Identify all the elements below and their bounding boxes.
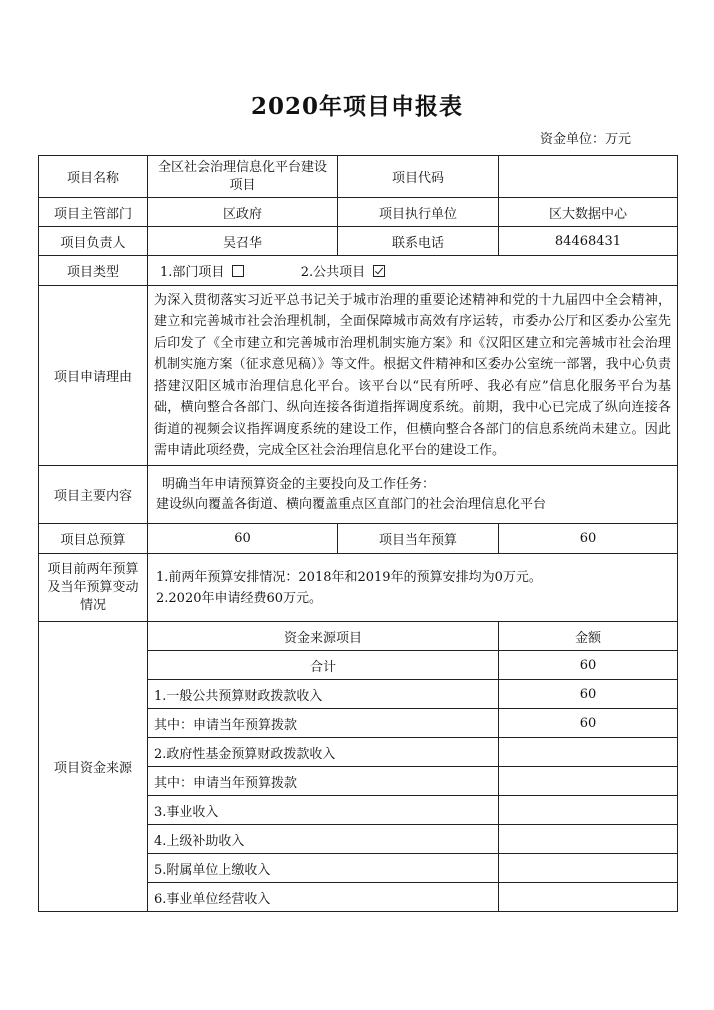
application-reason-label: 项目申请理由 <box>39 286 148 466</box>
executing-unit-label: 项目执行单位 <box>338 198 499 227</box>
row-budget <box>39 524 678 554</box>
funding-header-amount: 金额 <box>499 622 678 651</box>
total-budget-label: 项目总预算 <box>39 524 148 554</box>
funding-header-row <box>39 622 678 651</box>
funding-header-item: 资金来源项目 <box>148 622 499 651</box>
row-budget-change <box>39 554 678 622</box>
leader-value: 吴召华 <box>148 227 338 256</box>
currency-unit: 资金单位：万元 <box>540 132 632 147</box>
page-title: 2020年项目申报表 <box>250 93 463 120</box>
funding-item: 4.上级补助收入 <box>148 825 499 854</box>
row-application-reason <box>39 286 678 466</box>
phone-label: 联系电话 <box>338 227 499 256</box>
current-year-budget-value: 60 <box>499 524 678 554</box>
funding-amount <box>499 825 678 854</box>
funding-amount <box>499 796 678 825</box>
funding-amount <box>499 854 678 883</box>
main-content-line-1: 明确当年申请预算资金的主要投向及工作任务： <box>162 476 436 492</box>
funding-item: 3.事业收入 <box>148 796 499 825</box>
funding-item: 合计 <box>148 651 499 680</box>
funding-amount <box>499 738 678 767</box>
main-content-cell <box>148 466 678 524</box>
department-label: 项目主管部门 <box>39 198 148 227</box>
phone-value: 84468431 <box>499 227 678 256</box>
main-content-label: 项目主要内容 <box>39 466 148 524</box>
funding-amount: 60 <box>499 709 678 738</box>
current-year-budget-label: 项目当年预算 <box>338 524 499 554</box>
budget-change-label: 项目前两年预算及当年预算变动情况 <box>39 554 148 622</box>
project-type-options <box>148 256 678 286</box>
row-department <box>39 198 678 227</box>
funding-amount: 60 <box>499 651 678 680</box>
funding-amount: 60 <box>499 680 678 709</box>
row-leader <box>39 227 678 256</box>
project-name-value: 全区社会治理信息化平台建设项目 <box>148 156 338 198</box>
project-code-value <box>499 156 678 198</box>
row-main-content <box>39 466 678 524</box>
funding-amount <box>499 767 678 796</box>
total-budget-value: 60 <box>148 524 338 554</box>
leader-label: 项目负责人 <box>39 227 148 256</box>
department-value: 区政府 <box>148 198 338 227</box>
funding-amount <box>499 883 678 912</box>
project-type-label: 项目类型 <box>39 256 148 286</box>
row-project-name <box>39 156 678 198</box>
budget-change-line-2: 2.2020年申请经费60万元。 <box>156 590 323 606</box>
budget-change-line-1: 1.前两年预算安排情况：2018年和2019年的预算安排均为0万元。 <box>156 569 542 585</box>
public-project-checkbox[interactable] <box>373 265 385 277</box>
project-name-label: 项目名称 <box>39 156 148 198</box>
type-option-department: 1.部门项目 <box>160 265 225 280</box>
funding-source-label: 项目资金来源 <box>39 622 148 912</box>
funding-item: 1.一般公共预算财政拨款收入 <box>148 680 499 709</box>
budget-change-cell <box>148 554 678 622</box>
type-option-public: 2.公共项目 <box>300 265 366 280</box>
project-application-table <box>38 155 678 912</box>
funding-item: 其中：申请当年预算拨款 <box>148 709 499 738</box>
funding-item: 2.政府性基金预算财政拨款收入 <box>148 738 499 767</box>
funding-item: 5.附属单位上缴收入 <box>148 854 499 883</box>
main-content-line-2: 建设纵向覆盖各街道、横向覆盖重点区直部门的社会治理信息化平台 <box>156 496 547 512</box>
row-project-type <box>39 256 678 286</box>
funding-item: 6.事业单位经营收入 <box>148 883 499 912</box>
funding-item: 其中：申请当年预算拨款 <box>148 767 499 796</box>
executing-unit-value: 区大数据中心 <box>499 198 678 227</box>
project-code-label: 项目代码 <box>338 156 499 198</box>
department-project-checkbox[interactable] <box>232 265 244 277</box>
application-reason-text: 为深入贯彻落实习近平总书记关于城市治理的重要论述精神和党的十九届四中全会精神，建立和完善城市社会治理机制，全面保障城市高效有序运转，市委办公厅和区委办公室先后印发了《全市建立和完善城市治理机制实施方案》和《汉阳区建立和完善城市社会治理机制实施方案（征求意见稿）》等文件。根据文件精神和区委办公室统一部署，我中心负责搭建汉阳区城市治理信息化平台。该平台以“民有所呼、我必有应”信息化服务平台为基础，横向整合各部门、纵向连接各街道指挥调度系统。前期，我中心已完成了纵向连接各街道的视频会议指挥调度系统的建设工作，但横向整合各部门的信息系统尚未建立。因此需申请此项经费，完成全区社会治理信息化平台的建设工作。 <box>148 286 678 466</box>
